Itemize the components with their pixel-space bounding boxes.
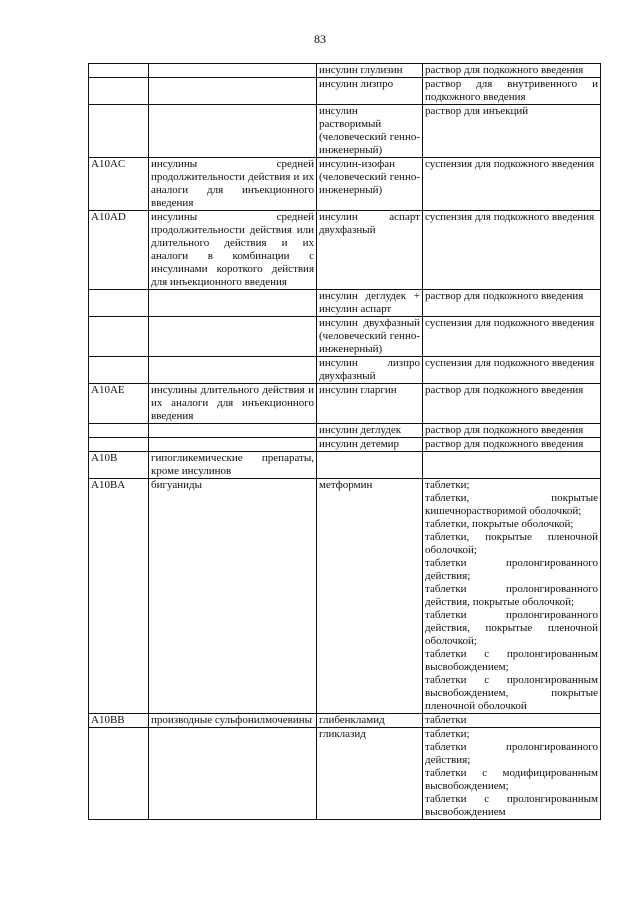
dosage-forms-cell — [423, 78, 601, 105]
dosage-form-item: таблетки; — [425, 479, 470, 491]
atc-code-cell — [89, 105, 149, 158]
table-row — [89, 105, 601, 158]
dosage-form-item: суспензия для подкожного введения — [425, 158, 595, 170]
drug-name-cell: инсулин деглудек — [317, 424, 423, 438]
dosage-form-item: таблетки с пролонгированным высвобождением; — [425, 648, 598, 673]
table-row — [89, 452, 601, 479]
group-description-cell: инсулины длительного действия и их аналоги для инъекционного введения — [149, 384, 317, 424]
atc-code-cell — [89, 728, 149, 820]
atc-code-cell: A10AD — [89, 211, 149, 290]
dosage-form-item: таблетки пролонгированного действия; — [425, 741, 598, 766]
dosage-form-item: раствор для подкожного введения — [425, 438, 584, 450]
table-row — [89, 714, 601, 728]
dosage-forms-cell — [423, 384, 601, 424]
dosage-form-item: раствор для внутривенного и подкожного введения — [425, 78, 598, 103]
drug-name-cell: инсулин-изофан (человеческий генно-инженерный) — [317, 158, 423, 211]
dosage-forms-cell — [423, 452, 601, 479]
dosage-form-item: таблетки, покрытые оболочкой; — [425, 518, 574, 530]
drug-name-cell: инсулин лизпро — [317, 78, 423, 105]
dosage-form-item: таблетки пролонгированного действия, покрытые оболочкой; — [425, 583, 598, 608]
drug-name-cell: инсулин деглудек + инсулин аспарт — [317, 290, 423, 317]
table-row — [89, 64, 601, 78]
group-description-cell — [149, 105, 317, 158]
atc-code-cell — [89, 317, 149, 357]
atc-code-cell — [89, 290, 149, 317]
table-row — [89, 211, 601, 290]
dosage-form-item: таблетки; — [425, 728, 470, 740]
drug-name-cell: инсулин глулизин — [317, 64, 423, 78]
drug-name-cell: инсулин двухфазный (человеческий генно-инженерный) — [317, 317, 423, 357]
drug-name-cell: инсулин растворимый (человеческий генно-инженерный) — [317, 105, 423, 158]
drug-name-cell — [317, 452, 423, 479]
dosage-forms-cell — [423, 211, 601, 290]
group-description-cell: инсулины средней продолжительности действия или длительного действия и их аналоги в комбинации с инсулинами короткого действия для инъекционного введения — [149, 211, 317, 290]
dosage-form-item: таблетки с модифицированным высвобождением; — [425, 767, 598, 792]
drug-name-cell: инсулин аспарт двухфазный — [317, 211, 423, 290]
group-description-cell — [149, 728, 317, 820]
dosage-forms-cell — [423, 479, 601, 714]
dosage-form-item: таблетки, покрытые пленочной оболочкой; — [425, 531, 598, 556]
dosage-form-item: раствор для подкожного введения — [425, 384, 584, 396]
dosage-form-item: суспензия для подкожного введения — [425, 317, 595, 329]
dosage-forms-cell — [423, 105, 601, 158]
group-description-cell — [149, 438, 317, 452]
atc-code-cell — [89, 78, 149, 105]
atc-code-cell: A10AC — [89, 158, 149, 211]
table-row — [89, 78, 601, 105]
group-description-cell: производные сульфонилмочевины — [149, 714, 317, 728]
atc-code-cell: A10BB — [89, 714, 149, 728]
dosage-forms-cell — [423, 64, 601, 78]
dosage-forms-cell — [423, 714, 601, 728]
dosage-form-item: таблетки — [425, 714, 467, 726]
table-row — [89, 290, 601, 317]
dosage-form-item: таблетки с пролонгированным высвобождением — [425, 793, 598, 818]
dosage-forms-cell — [423, 317, 601, 357]
table-row — [89, 438, 601, 452]
table-row — [89, 357, 601, 384]
dosage-forms-cell — [423, 357, 601, 384]
table-row — [89, 158, 601, 211]
dosage-forms-cell — [423, 424, 601, 438]
drug-table-container — [88, 63, 600, 820]
group-description-cell — [149, 290, 317, 317]
atc-code-cell: A10B — [89, 452, 149, 479]
dosage-form-item: раствор для подкожного введения — [425, 424, 584, 436]
group-description-cell — [149, 357, 317, 384]
drug-name-cell: гликлазид — [317, 728, 423, 820]
drug-table — [88, 63, 601, 820]
drug-name-cell: инсулин лизпро двухфазный — [317, 357, 423, 384]
dosage-forms-cell — [423, 290, 601, 317]
dosage-form-item: суспензия для подкожного введения — [425, 211, 595, 223]
drug-name-cell: глибенкламид — [317, 714, 423, 728]
dosage-forms-cell — [423, 728, 601, 820]
dosage-forms-cell — [423, 158, 601, 211]
drug-table-body — [89, 64, 601, 820]
drug-name-cell: инсулин гларгин — [317, 384, 423, 424]
dosage-form-item: раствор для подкожного введения — [425, 290, 584, 302]
group-description-cell: бигуаниды — [149, 479, 317, 714]
table-row — [89, 424, 601, 438]
page-number: 83 — [314, 32, 326, 46]
atc-code-cell — [89, 424, 149, 438]
dosage-form-item: раствор для инъекций — [425, 105, 529, 117]
table-row — [89, 728, 601, 820]
dosage-form-item: суспензия для подкожного введения — [425, 357, 595, 369]
group-description-cell: гипогликемические препараты, кроме инсулинов — [149, 452, 317, 479]
group-description-cell — [149, 317, 317, 357]
atc-code-cell — [89, 438, 149, 452]
group-description-cell — [149, 424, 317, 438]
atc-code-cell: A10AE — [89, 384, 149, 424]
atc-code-cell — [89, 357, 149, 384]
dosage-forms-cell — [423, 438, 601, 452]
table-row — [89, 479, 601, 714]
dosage-form-item: таблетки с пролонгированным высвобождением, покрытые пленочной оболочкой — [425, 674, 598, 712]
table-row — [89, 317, 601, 357]
drug-name-cell: метформин — [317, 479, 423, 714]
dosage-form-item: таблетки, покрытые кишечнорастворимой оболочкой; — [425, 492, 598, 517]
drug-name-cell: инсулин детемир — [317, 438, 423, 452]
dosage-form-item: раствор для подкожного введения — [425, 64, 584, 76]
atc-code-cell: A10BA — [89, 479, 149, 714]
group-description-cell — [149, 64, 317, 78]
group-description-cell: инсулины средней продолжительности действия и их аналоги для инъекционного введения — [149, 158, 317, 211]
dosage-form-item: таблетки пролонгированного действия; — [425, 557, 598, 582]
dosage-form-item: таблетки пролонгированного действия, покрытые пленочной оболочкой; — [425, 609, 598, 647]
table-row — [89, 384, 601, 424]
group-description-cell — [149, 78, 317, 105]
atc-code-cell — [89, 64, 149, 78]
